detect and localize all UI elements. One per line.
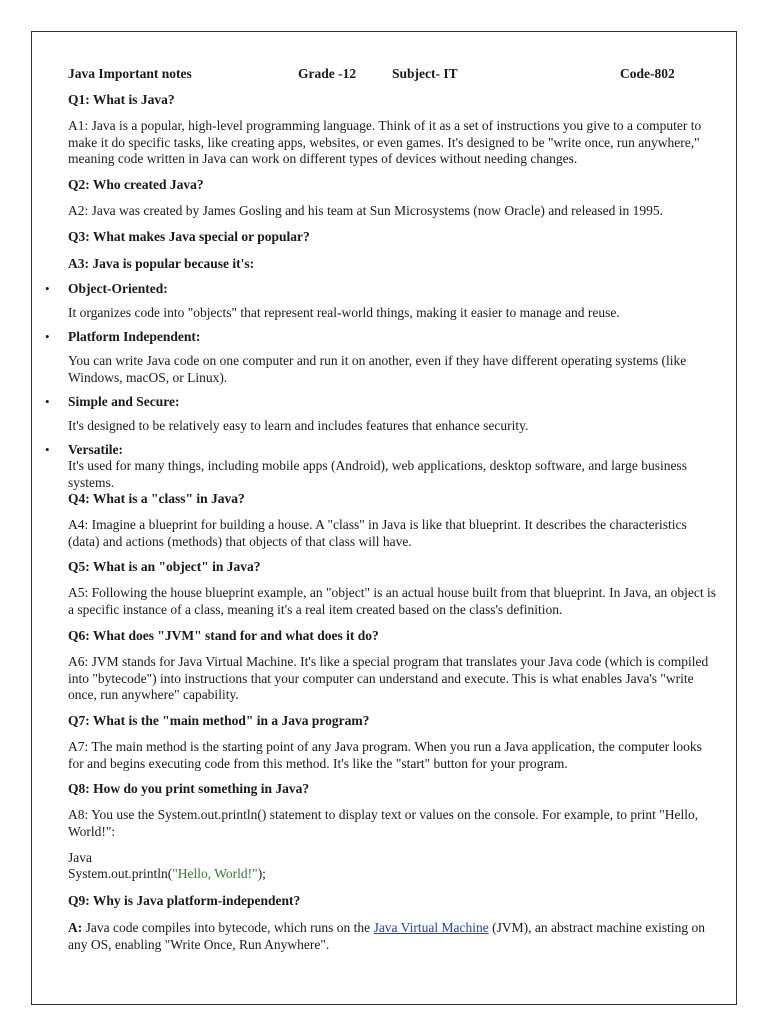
question-5: Q5: What is an "object" in Java? bbox=[68, 559, 261, 574]
answer-6: A6: JVM stands for Java Virtual Machine. It's like a special program that translates your Java code (which is compiled into "bytecode") into instructions that your computer can understand and execute. This is what enables Java's "write once, run anywhere" capability. bbox=[68, 654, 709, 702]
code-call: System.out.println( bbox=[68, 866, 173, 881]
question-3: Q3: What makes Java special or popular? bbox=[68, 229, 310, 244]
feature-title-versatile: Versatile: bbox=[68, 442, 123, 457]
question-8: Q8: How do you print something in Java? bbox=[68, 781, 310, 796]
bullet-icon: • bbox=[45, 442, 50, 457]
question-2: Q2: Who created Java? bbox=[68, 177, 204, 192]
question-7: Q7: What is the "main method" in a Java program? bbox=[68, 713, 370, 728]
doc-title: Java Important notes bbox=[68, 66, 192, 81]
answer-1: A1: Java is a popular, high-level programming language. Think of it as a set of instructions you give to a computer to make it do specific tasks, like creating apps, websites, or even games. It's designed to be "write once, run anywhere," meaning code written in Java can work on different types of devices without needing changes. bbox=[68, 118, 702, 166]
code-snippet bbox=[68, 866, 720, 883]
answer-8: A8: You use the System.out.println() statement to display text or values on the console. For example, to print "Hello, World!": bbox=[68, 807, 699, 839]
answer-9-label: A: bbox=[68, 920, 83, 935]
code-label: Code-802 bbox=[620, 66, 675, 81]
feature-title-object-oriented: Object-Oriented: bbox=[68, 281, 168, 296]
grade-label: Grade -12 bbox=[298, 66, 357, 81]
answer-4: A4: Imagine a blueprint for building a house. A "class" in Java is like that blueprint. It describes the characteristics (data) and actions (methods) that objects of that class will have. bbox=[68, 517, 687, 549]
jvm-link[interactable]: Java Virtual Machine bbox=[373, 920, 489, 935]
code-language-label: Java bbox=[68, 850, 92, 865]
feature-title-simple-secure: Simple and Secure: bbox=[68, 394, 180, 409]
answer-2: A2: Java was created by James Gosling and his team at Sun Microsystems (now Oracle) and released in 1995. bbox=[68, 203, 663, 218]
answer-9-text-after: (JVM), an abstract machine existing on any OS, enabling "Write Once, Run Anywhere". bbox=[68, 920, 706, 952]
question-4: Q4: What is a "class" in Java? bbox=[68, 491, 245, 506]
question-9: Q9: Why is Java platform-independent? bbox=[68, 893, 301, 908]
answer-3-intro: A3: Java is popular because it's: bbox=[68, 256, 255, 271]
question-1: Q1: What is Java? bbox=[68, 92, 175, 107]
bullet-icon: • bbox=[45, 281, 50, 296]
code-call-end: ); bbox=[257, 866, 266, 881]
answer-9 bbox=[68, 920, 720, 953]
code-string-literal: "Hello, World!" bbox=[172, 866, 258, 881]
feature-title-platform-independent: Platform Independent: bbox=[68, 329, 201, 344]
question-6: Q6: What does "JVM" stand for and what does it do? bbox=[68, 628, 379, 643]
feature-text-simple-secure: It's designed to be relatively easy to learn and includes features that enhance security. bbox=[68, 418, 529, 433]
answer-9-text-before: Java code compiles into bytecode, which runs on the bbox=[82, 920, 374, 935]
bullet-icon: • bbox=[45, 329, 50, 344]
answer-5: A5: Following the house blueprint example, an "object" is an actual house built from that blueprint. In Java, an object is a specific instance of a class, meaning it's a real item created based on the class's definition. bbox=[68, 585, 716, 617]
answer-7: A7: The main method is the starting point of any Java program. When you run a Java application, the computer looks for and begins executing code from this method. It's like the "start" button for your program. bbox=[68, 739, 702, 771]
bullet-icon: • bbox=[45, 394, 50, 409]
feature-text-object-oriented: It organizes code into "objects" that represent real-world things, making it easier to manage and reuse. bbox=[68, 305, 620, 320]
subject-label: Subject- IT bbox=[392, 66, 458, 81]
feature-text-versatile: It's used for many things, including mobile apps (Android), web applications, desktop software, and large business systems. bbox=[68, 458, 687, 490]
feature-text-platform-independent: You can write Java code on one computer and run it on another, even if they have different operating systems (like Windows, macOS, or Linux). bbox=[68, 353, 687, 385]
